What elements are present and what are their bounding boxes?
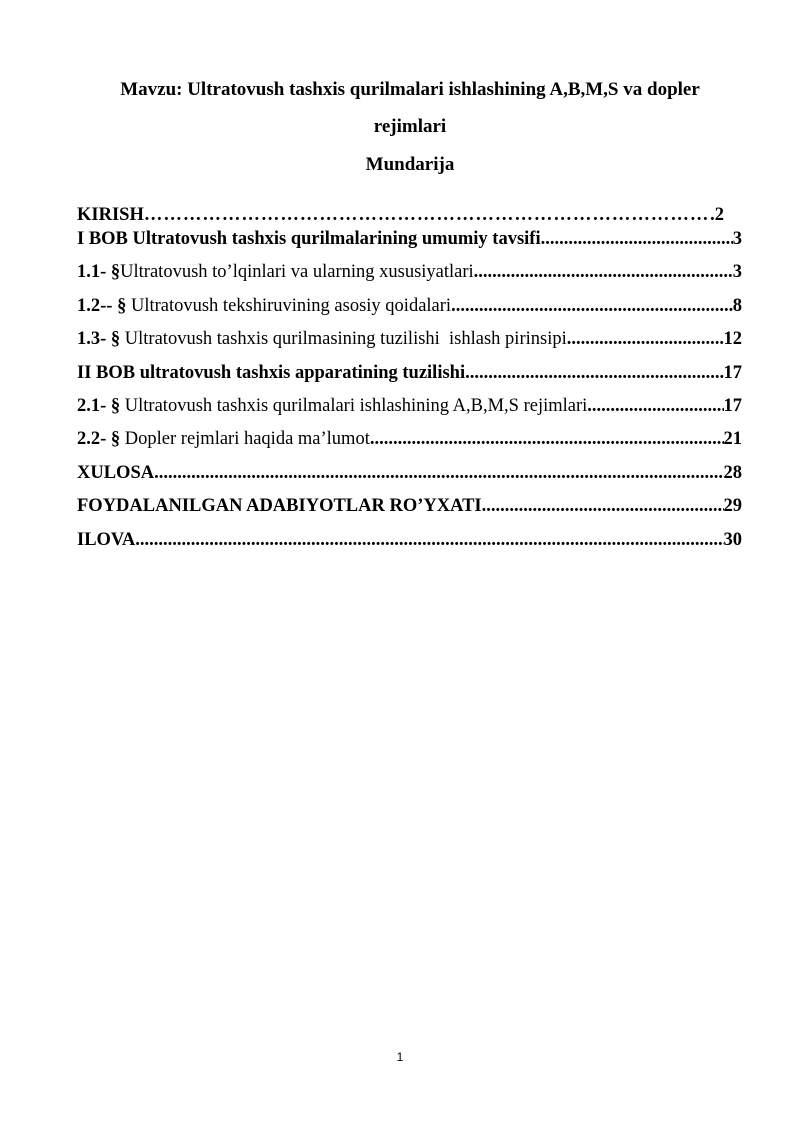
toc-entry-label: Ultratovush tashxis qurilmasining tuzilishi ishlash pirinsipi xyxy=(120,329,567,350)
toc-entry xyxy=(77,463,742,496)
toc-entry-page: 17 xyxy=(723,395,742,416)
toc-entry xyxy=(77,530,742,563)
toc-entry-number: 2.2- § xyxy=(77,429,121,450)
toc-entry xyxy=(77,262,742,295)
toc-entry xyxy=(77,329,742,362)
toc-entry-label: II BOB ultratovush tashxis apparatining tuzilishi xyxy=(77,362,466,383)
toc-entry-page: 12 xyxy=(723,329,742,350)
table-of-contents xyxy=(77,205,742,563)
toc-entry-page: 3 xyxy=(732,262,742,283)
contents-heading: Mundarija xyxy=(365,154,455,175)
toc-entry xyxy=(77,363,742,396)
toc-entry-label: FOYDALANILGAN ADABIYOTLAR RO’YXATI xyxy=(77,496,482,517)
toc-leader-dots xyxy=(482,496,724,517)
toc-entry-label: KIRISH xyxy=(77,205,144,225)
toc-entry-page: 28 xyxy=(723,462,742,483)
toc-entry xyxy=(77,205,742,229)
toc-entry-label: Ultratovush to’lqinlari va ularning xususiyatlari xyxy=(120,262,474,283)
toc-entry-label: ILOVA xyxy=(77,529,136,550)
toc-entry-number: 1.3- § xyxy=(77,329,121,350)
toc-entry-page: 29 xyxy=(723,496,742,517)
toc-entry xyxy=(77,296,742,329)
toc-leader-dots xyxy=(135,530,723,551)
toc-entry-page: 30 xyxy=(723,529,742,550)
toc-entry-page: 21 xyxy=(723,429,742,450)
toc-leader-dots xyxy=(541,229,733,250)
document-title-continued: rejimlari xyxy=(373,116,447,137)
toc-entry-label: I BOB Ultratovush tashxis qurilmalarining umumiy tavsifi xyxy=(77,229,541,249)
toc-entry xyxy=(77,229,742,262)
toc-entry xyxy=(77,496,742,529)
toc-entry-number: 1.1- § xyxy=(77,262,121,283)
toc-entry xyxy=(77,396,742,429)
toc-leader-dots xyxy=(567,329,724,350)
toc-entry-label: XULOSA xyxy=(77,462,155,483)
page-number: 1 xyxy=(396,1050,404,1064)
toc-entry xyxy=(77,429,742,462)
toc-entry-page: 17 xyxy=(723,362,742,383)
toc-leader-dots xyxy=(474,262,733,283)
toc-leader-dots xyxy=(144,205,715,226)
toc-entry-label: Ultratovush tashxis qurilmalari ishlashining A,B,M,S rejimlari xyxy=(120,395,588,416)
document-title: Mavzu: Ultratovush tashxis qurilmalari ishlashining A,B,M,S va dopler xyxy=(120,79,700,100)
toc-entry-label: Ultratovush tekshiruvining asosiy qoidalari xyxy=(126,295,452,316)
toc-entry-page: 3 xyxy=(732,229,742,249)
toc-entry-page: 8 xyxy=(732,295,742,316)
toc-leader-dots xyxy=(465,363,723,384)
toc-leader-dots xyxy=(587,396,723,417)
toc-leader-dots xyxy=(451,296,733,317)
toc-leader-dots xyxy=(154,463,723,484)
toc-entry-number: 1.2-- § xyxy=(77,295,127,316)
toc-leader-dots xyxy=(370,429,724,450)
toc-entry-number: 2.1- § xyxy=(77,395,121,416)
toc-entry-label: Dopler rejmlari haqida ma’lumot xyxy=(120,429,370,450)
toc-entry-page: 2 xyxy=(714,205,724,225)
